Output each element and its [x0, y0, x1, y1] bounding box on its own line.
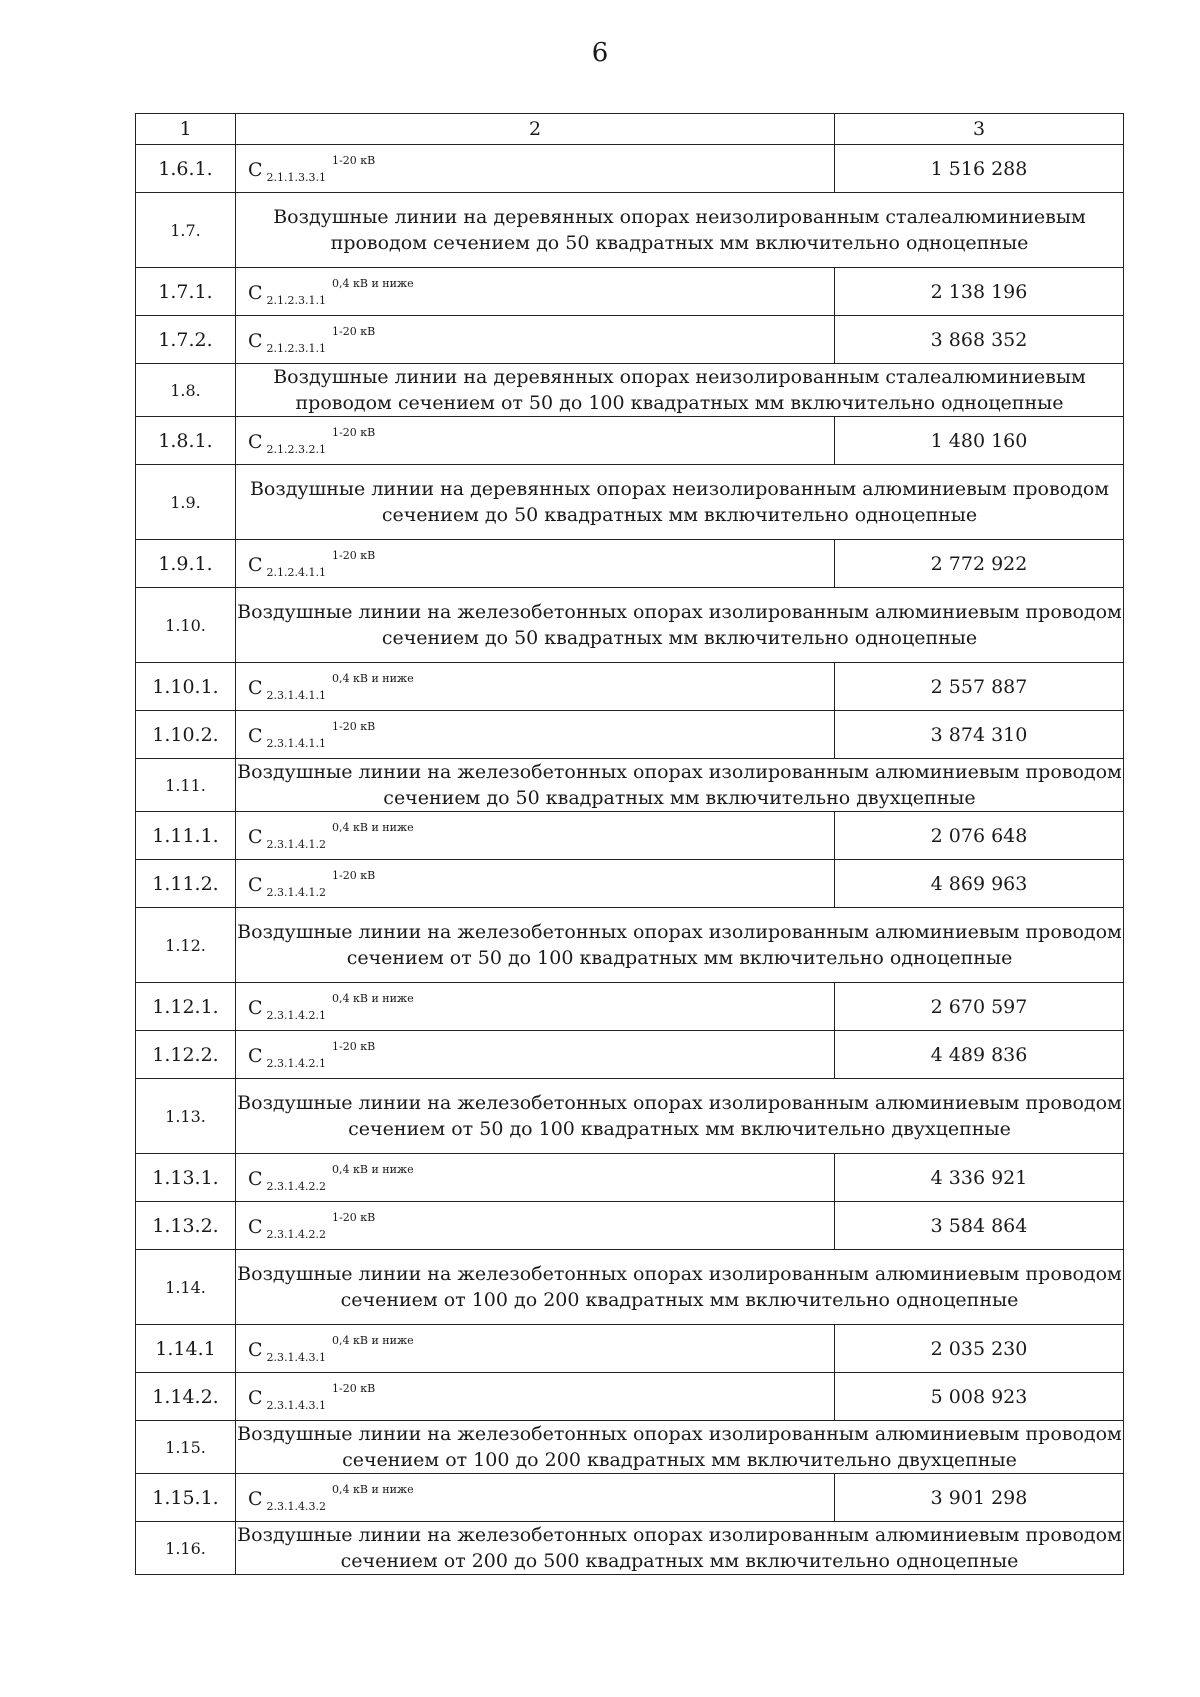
- section-row: [136, 588, 1124, 663]
- rate-code-index: 2.1.2.3.1.1: [266, 293, 327, 307]
- rate-code-index: 2.1.2.3.2.1: [266, 442, 327, 456]
- rate-code: [236, 316, 835, 364]
- row-number: 1.10.1.: [136, 663, 236, 711]
- rate-value: 4 336 921: [835, 1154, 1124, 1202]
- rates-table: [135, 113, 1124, 1575]
- rate-code-index: 2.3.1.4.2.2: [266, 1227, 327, 1241]
- section-number: 1.15.: [136, 1421, 236, 1474]
- section-row: [136, 908, 1124, 983]
- row-number: 1.11.2.: [136, 860, 236, 908]
- rate-code-letter: С: [248, 873, 263, 896]
- table-row: [136, 663, 1124, 711]
- rate-value: 1 516 288: [835, 145, 1124, 193]
- section-number: 1.9.: [136, 465, 236, 540]
- rate-code-letter: С: [248, 996, 263, 1019]
- table-row: [136, 860, 1124, 908]
- rate-code-voltage: 0,4 кВ и ниже: [332, 276, 414, 290]
- table-row: [136, 417, 1124, 465]
- section-row: [136, 1250, 1124, 1325]
- rate-code-index: 2.3.1.4.3.1: [266, 1398, 327, 1412]
- rate-code: [236, 711, 835, 759]
- row-number: 1.11.1.: [136, 812, 236, 860]
- rate-code: [236, 812, 835, 860]
- rate-code: [236, 1373, 835, 1421]
- section-number: 1.12.: [136, 908, 236, 983]
- rate-value: 3 874 310: [835, 711, 1124, 759]
- rate-code-index: 2.3.1.4.1.2: [266, 885, 327, 899]
- table-row: [136, 268, 1124, 316]
- section-title: Воздушные линии на деревянных опорах неизолированным алюминиевым проводом сечением до 50 квадратных мм включительно одноцепные: [236, 465, 1124, 540]
- rate-code-index: 2.3.1.4.1.1: [266, 736, 327, 750]
- section-row: [136, 193, 1124, 268]
- rate-code-voltage: 0,4 кВ и ниже: [332, 1162, 414, 1176]
- rate-code: [236, 1325, 835, 1373]
- rate-value: 1 480 160: [835, 417, 1124, 465]
- row-number: 1.13.1.: [136, 1154, 236, 1202]
- rate-code-letter: С: [248, 158, 263, 181]
- rate-code-voltage: 1-20 кВ: [332, 324, 376, 338]
- rate-value: 2 772 922: [835, 540, 1124, 588]
- rate-code-letter: С: [248, 1044, 263, 1067]
- rate-code: [236, 1031, 835, 1079]
- header-col-2: 2: [236, 114, 835, 145]
- rate-code-voltage: 1-20 кВ: [332, 1381, 376, 1395]
- section-row: [136, 465, 1124, 540]
- rate-code: [236, 1202, 835, 1250]
- section-number: 1.11.: [136, 759, 236, 812]
- rate-code-voltage: 1-20 кВ: [332, 868, 376, 882]
- section-row: [136, 759, 1124, 812]
- table-row: [136, 812, 1124, 860]
- rate-code-voltage: 0,4 кВ и ниже: [332, 991, 414, 1005]
- header-row: [136, 114, 1124, 145]
- rate-value: 2 670 597: [835, 983, 1124, 1031]
- header-col-1: 1: [136, 114, 236, 145]
- rates-table-body: [136, 114, 1124, 1575]
- rate-code-letter: С: [248, 281, 263, 304]
- row-number: 1.14.2.: [136, 1373, 236, 1421]
- rate-code-letter: С: [248, 1167, 263, 1190]
- table-row: [136, 1031, 1124, 1079]
- row-number: 1.7.1.: [136, 268, 236, 316]
- table-row: [136, 1373, 1124, 1421]
- rate-code-voltage: 1-20 кВ: [332, 425, 376, 439]
- rate-code-index: 2.3.1.4.2.1: [266, 1056, 327, 1070]
- row-number: 1.9.1.: [136, 540, 236, 588]
- rate-code-letter: С: [248, 1338, 263, 1361]
- rate-code-letter: С: [248, 553, 263, 576]
- rate-value: 4 869 963: [835, 860, 1124, 908]
- rate-code: [236, 983, 835, 1031]
- rate-code-voltage: 0,4 кВ и ниже: [332, 671, 414, 685]
- row-number: 1.12.1.: [136, 983, 236, 1031]
- row-number: 1.13.2.: [136, 1202, 236, 1250]
- table-row: [136, 1325, 1124, 1373]
- rate-code: [236, 417, 835, 465]
- rate-value: 2 557 887: [835, 663, 1124, 711]
- rate-code-letter: С: [248, 430, 263, 453]
- rate-code-letter: С: [248, 724, 263, 747]
- rate-value: 2 138 196: [835, 268, 1124, 316]
- rate-value: 3 901 298: [835, 1474, 1124, 1522]
- table-row: [136, 316, 1124, 364]
- rate-code: [236, 663, 835, 711]
- rate-value: 2 076 648: [835, 812, 1124, 860]
- table-row: [136, 1474, 1124, 1522]
- section-title: Воздушные линии на деревянных опорах неизолированным сталеалюминиевым проводом сечением до 50 квадратных мм включительно одноцепные: [236, 193, 1124, 268]
- section-title: Воздушные линии на железобетонных опорах изолированным алюминиевым проводом сечением до 50 квадратных мм включительно двухцепные: [236, 759, 1124, 812]
- rate-code-index: 2.1.1.3.3.1: [266, 170, 327, 184]
- row-number: 1.7.2.: [136, 316, 236, 364]
- table-row: [136, 711, 1124, 759]
- rate-code: [236, 1474, 835, 1522]
- rate-code-index: 2.1.2.3.1.1: [266, 341, 327, 355]
- section-title: Воздушные линии на железобетонных опорах изолированным алюминиевым проводом сечением до 50 квадратных мм включительно одноцепные: [236, 588, 1124, 663]
- rate-code-index: 2.3.1.4.2.2: [266, 1179, 327, 1193]
- row-number: 1.10.2.: [136, 711, 236, 759]
- rate-value: 3 868 352: [835, 316, 1124, 364]
- section-number: 1.13.: [136, 1079, 236, 1154]
- rate-code: [236, 145, 835, 193]
- table-row: [136, 1154, 1124, 1202]
- rate-code-letter: С: [248, 1215, 263, 1238]
- row-number: 1.12.2.: [136, 1031, 236, 1079]
- rate-code-voltage: 1-20 кВ: [332, 1039, 376, 1053]
- table-row: [136, 145, 1124, 193]
- section-number: 1.7.: [136, 193, 236, 268]
- rate-code-index: 2.3.1.4.1.2: [266, 837, 327, 851]
- rate-code-letter: С: [248, 329, 263, 352]
- rate-value: 5 008 923: [835, 1373, 1124, 1421]
- rate-code-voltage: 1-20 кВ: [332, 1210, 376, 1224]
- rate-code-voltage: 0,4 кВ и ниже: [332, 1482, 414, 1496]
- rate-code-voltage: 1-20 кВ: [332, 719, 376, 733]
- row-number: 1.15.1.: [136, 1474, 236, 1522]
- section-number: 1.14.: [136, 1250, 236, 1325]
- rate-code-voltage: 0,4 кВ и ниже: [332, 820, 414, 834]
- table-row: [136, 1202, 1124, 1250]
- rate-code-voltage: 0,4 кВ и ниже: [332, 1333, 414, 1347]
- section-row: [136, 1079, 1124, 1154]
- row-number: 1.14.1: [136, 1325, 236, 1373]
- section-title: Воздушные линии на железобетонных опорах изолированным алюминиевым проводом сечением от 100 до 200 квадратных мм включительно одноцепные: [236, 1250, 1124, 1325]
- section-title: Воздушные линии на железобетонных опорах изолированным алюминиевым проводом сечением от 50 до 100 квадратных мм включительно двухцепные: [236, 1079, 1124, 1154]
- rate-value: 4 489 836: [835, 1031, 1124, 1079]
- section-title: Воздушные линии на железобетонных опорах изолированным алюминиевым проводом сечением от 100 до 200 квадратных мм включительно двухцепные: [236, 1421, 1124, 1474]
- rate-code: [236, 1154, 835, 1202]
- section-number: 1.16.: [136, 1522, 236, 1575]
- section-row: [136, 364, 1124, 417]
- section-number: 1.8.: [136, 364, 236, 417]
- rate-code-index: 2.3.1.4.3.2: [266, 1499, 327, 1513]
- rate-code: [236, 268, 835, 316]
- rate-value: 3 584 864: [835, 1202, 1124, 1250]
- page-number: 6: [591, 38, 609, 68]
- rate-code-voltage: 1-20 кВ: [332, 548, 376, 562]
- row-number: 1.8.1.: [136, 417, 236, 465]
- table-row: [136, 983, 1124, 1031]
- rate-code: [236, 860, 835, 908]
- section-title: Воздушные линии на железобетонных опорах изолированным алюминиевым проводом сечением от 200 до 500 квадратных мм включительно одноцепные: [236, 1522, 1124, 1575]
- section-row: [136, 1421, 1124, 1474]
- section-title: Воздушные линии на железобетонных опорах изолированным алюминиевым проводом сечением от 50 до 100 квадратных мм включительно одноцепные: [236, 908, 1124, 983]
- rate-value: 2 035 230: [835, 1325, 1124, 1373]
- rate-code: [236, 540, 835, 588]
- section-number: 1.10.: [136, 588, 236, 663]
- rate-code-voltage: 1-20 кВ: [332, 153, 376, 167]
- rate-code-index: 2.3.1.4.2.1: [266, 1008, 327, 1022]
- section-title: Воздушные линии на деревянных опорах неизолированным сталеалюминиевым проводом сечением от 50 до 100 квадратных мм включительно одноцепные: [236, 364, 1124, 417]
- rate-code-letter: С: [248, 1487, 263, 1510]
- rate-code-letter: С: [248, 825, 263, 848]
- table-row: [136, 540, 1124, 588]
- rate-code-index: 2.3.1.4.1.1: [266, 688, 327, 702]
- rate-code-letter: С: [248, 676, 263, 699]
- header-col-3: 3: [835, 114, 1124, 145]
- row-number: 1.6.1.: [136, 145, 236, 193]
- section-row: [136, 1522, 1124, 1575]
- rate-code-index: 2.1.2.4.1.1: [266, 565, 327, 579]
- rate-code-letter: С: [248, 1386, 263, 1409]
- rate-code-index: 2.3.1.4.3.1: [266, 1350, 327, 1364]
